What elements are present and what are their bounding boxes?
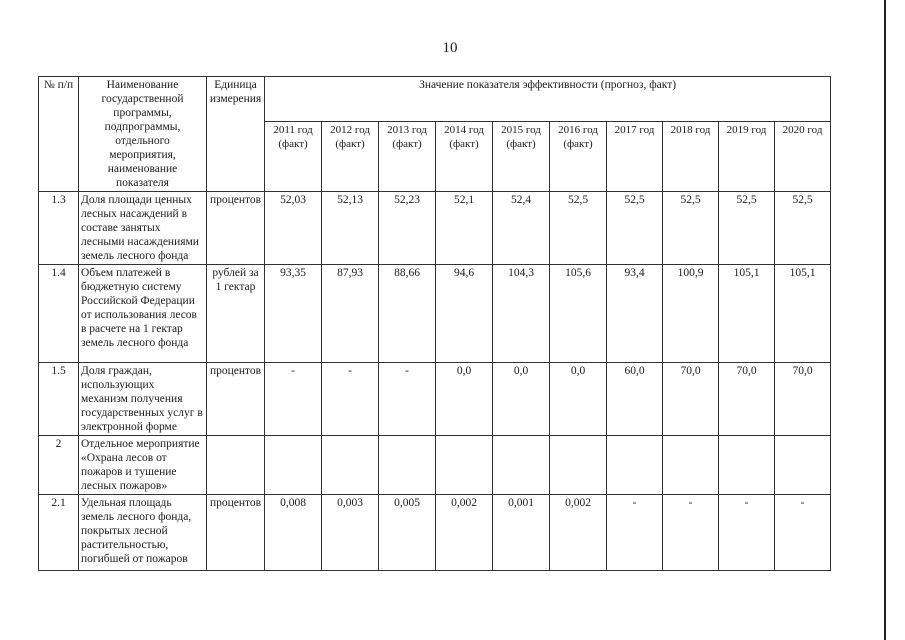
header-year: 2014 год (факт): [436, 122, 493, 192]
header-year: 2016 год (факт): [550, 122, 607, 192]
row-value: 0,008: [265, 495, 322, 571]
header-year: 2013 год (факт): [379, 122, 436, 192]
indicators-table: [38, 76, 831, 571]
header-num: № п/п: [39, 77, 79, 192]
header-row-1: [39, 77, 831, 122]
row-value: -: [265, 363, 322, 436]
row-value: [663, 436, 719, 495]
row-value: -: [379, 363, 436, 436]
row-value: 0,002: [436, 495, 493, 571]
row-value: 52,5: [550, 192, 607, 265]
row-value: 105,1: [719, 265, 775, 363]
row-unit: рублей за 1 гектар: [207, 265, 265, 363]
header-values-title: Значение показателя эффективности (прогноз, факт): [265, 77, 831, 122]
row-name: Отдельное мероприятие «Охрана лесов от пожаров и тушение лесных пожаров»: [79, 436, 207, 495]
row-value: 52,5: [607, 192, 663, 265]
header-year: 2012 год (факт): [322, 122, 379, 192]
header-year: 2018 год: [663, 122, 719, 192]
table-row: [39, 495, 831, 571]
row-value: 0,0: [493, 363, 550, 436]
row-value: -: [663, 495, 719, 571]
row-value: 0,003: [322, 495, 379, 571]
row-value: 52,03: [265, 192, 322, 265]
row-value: [607, 436, 663, 495]
header-year: 2011 год (факт): [265, 122, 322, 192]
table-row: [39, 436, 831, 495]
row-num: 2.1: [39, 495, 79, 571]
row-value: -: [719, 495, 775, 571]
header-year: 2019 год: [719, 122, 775, 192]
row-unit: [207, 436, 265, 495]
row-value: 52,5: [719, 192, 775, 265]
row-value: 52,1: [436, 192, 493, 265]
row-value: [775, 436, 831, 495]
row-value: 52,13: [322, 192, 379, 265]
row-unit: процентов: [207, 192, 265, 265]
row-name: Объем платежей в бюджетную систему Российской Федерации от использования лесов в расчете на 1 гектар земель лесного фонда: [79, 265, 207, 363]
row-num: 1.3: [39, 192, 79, 265]
row-value: [550, 436, 607, 495]
header-year: 2020 год: [775, 122, 831, 192]
header-unit: Единица измерения: [207, 77, 265, 192]
row-value: 52,5: [775, 192, 831, 265]
page-edge-line: [884, 0, 886, 640]
row-value: 93,35: [265, 265, 322, 363]
row-value: 0,0: [436, 363, 493, 436]
table-row: [39, 192, 831, 265]
table-row: [39, 363, 831, 436]
row-value: -: [322, 363, 379, 436]
row-value: 70,0: [775, 363, 831, 436]
row-name: Удельная площадь земель лесного фонда, покрытых лесной растительностью, погибшей от пожаров: [79, 495, 207, 571]
page-number: 10: [442, 40, 458, 56]
row-value: 60,0: [607, 363, 663, 436]
row-value: 52,4: [493, 192, 550, 265]
row-value: 105,6: [550, 265, 607, 363]
header-year: 2015 год (факт): [493, 122, 550, 192]
row-value: 52,5: [663, 192, 719, 265]
row-value: -: [607, 495, 663, 571]
row-value: 94,6: [436, 265, 493, 363]
row-name: Доля граждан, использующих механизм получения государственных услуг в электронной форме: [79, 363, 207, 436]
row-value: 0,001: [493, 495, 550, 571]
header-name: Наименование государственной программы, подпрограммы, отдельного мероприятия, наименование показателя: [79, 77, 207, 192]
row-value: [436, 436, 493, 495]
row-value: 87,93: [322, 265, 379, 363]
row-value: 105,1: [775, 265, 831, 363]
row-value: [493, 436, 550, 495]
row-num: 1.5: [39, 363, 79, 436]
row-value: 70,0: [663, 363, 719, 436]
row-value: 104,3: [493, 265, 550, 363]
row-value: 0,0: [550, 363, 607, 436]
row-value: [265, 436, 322, 495]
row-unit: процентов: [207, 363, 265, 436]
row-value: [379, 436, 436, 495]
row-num: 1.4: [39, 265, 79, 363]
row-value: 52,23: [379, 192, 436, 265]
row-value: 70,0: [719, 363, 775, 436]
row-value: 0,005: [379, 495, 436, 571]
row-name: Доля площади ценных лесных насаждений в составе занятых лесными насаждениями земель лесного фонда: [79, 192, 207, 265]
row-unit: процентов: [207, 495, 265, 571]
row-value: 0,002: [550, 495, 607, 571]
row-value: [719, 436, 775, 495]
row-value: 88,66: [379, 265, 436, 363]
row-value: [322, 436, 379, 495]
table-row: [39, 265, 831, 363]
row-value: 93,4: [607, 265, 663, 363]
row-value: 100,9: [663, 265, 719, 363]
row-value: -: [775, 495, 831, 571]
row-num: 2: [39, 436, 79, 495]
header-year: 2017 год: [607, 122, 663, 192]
